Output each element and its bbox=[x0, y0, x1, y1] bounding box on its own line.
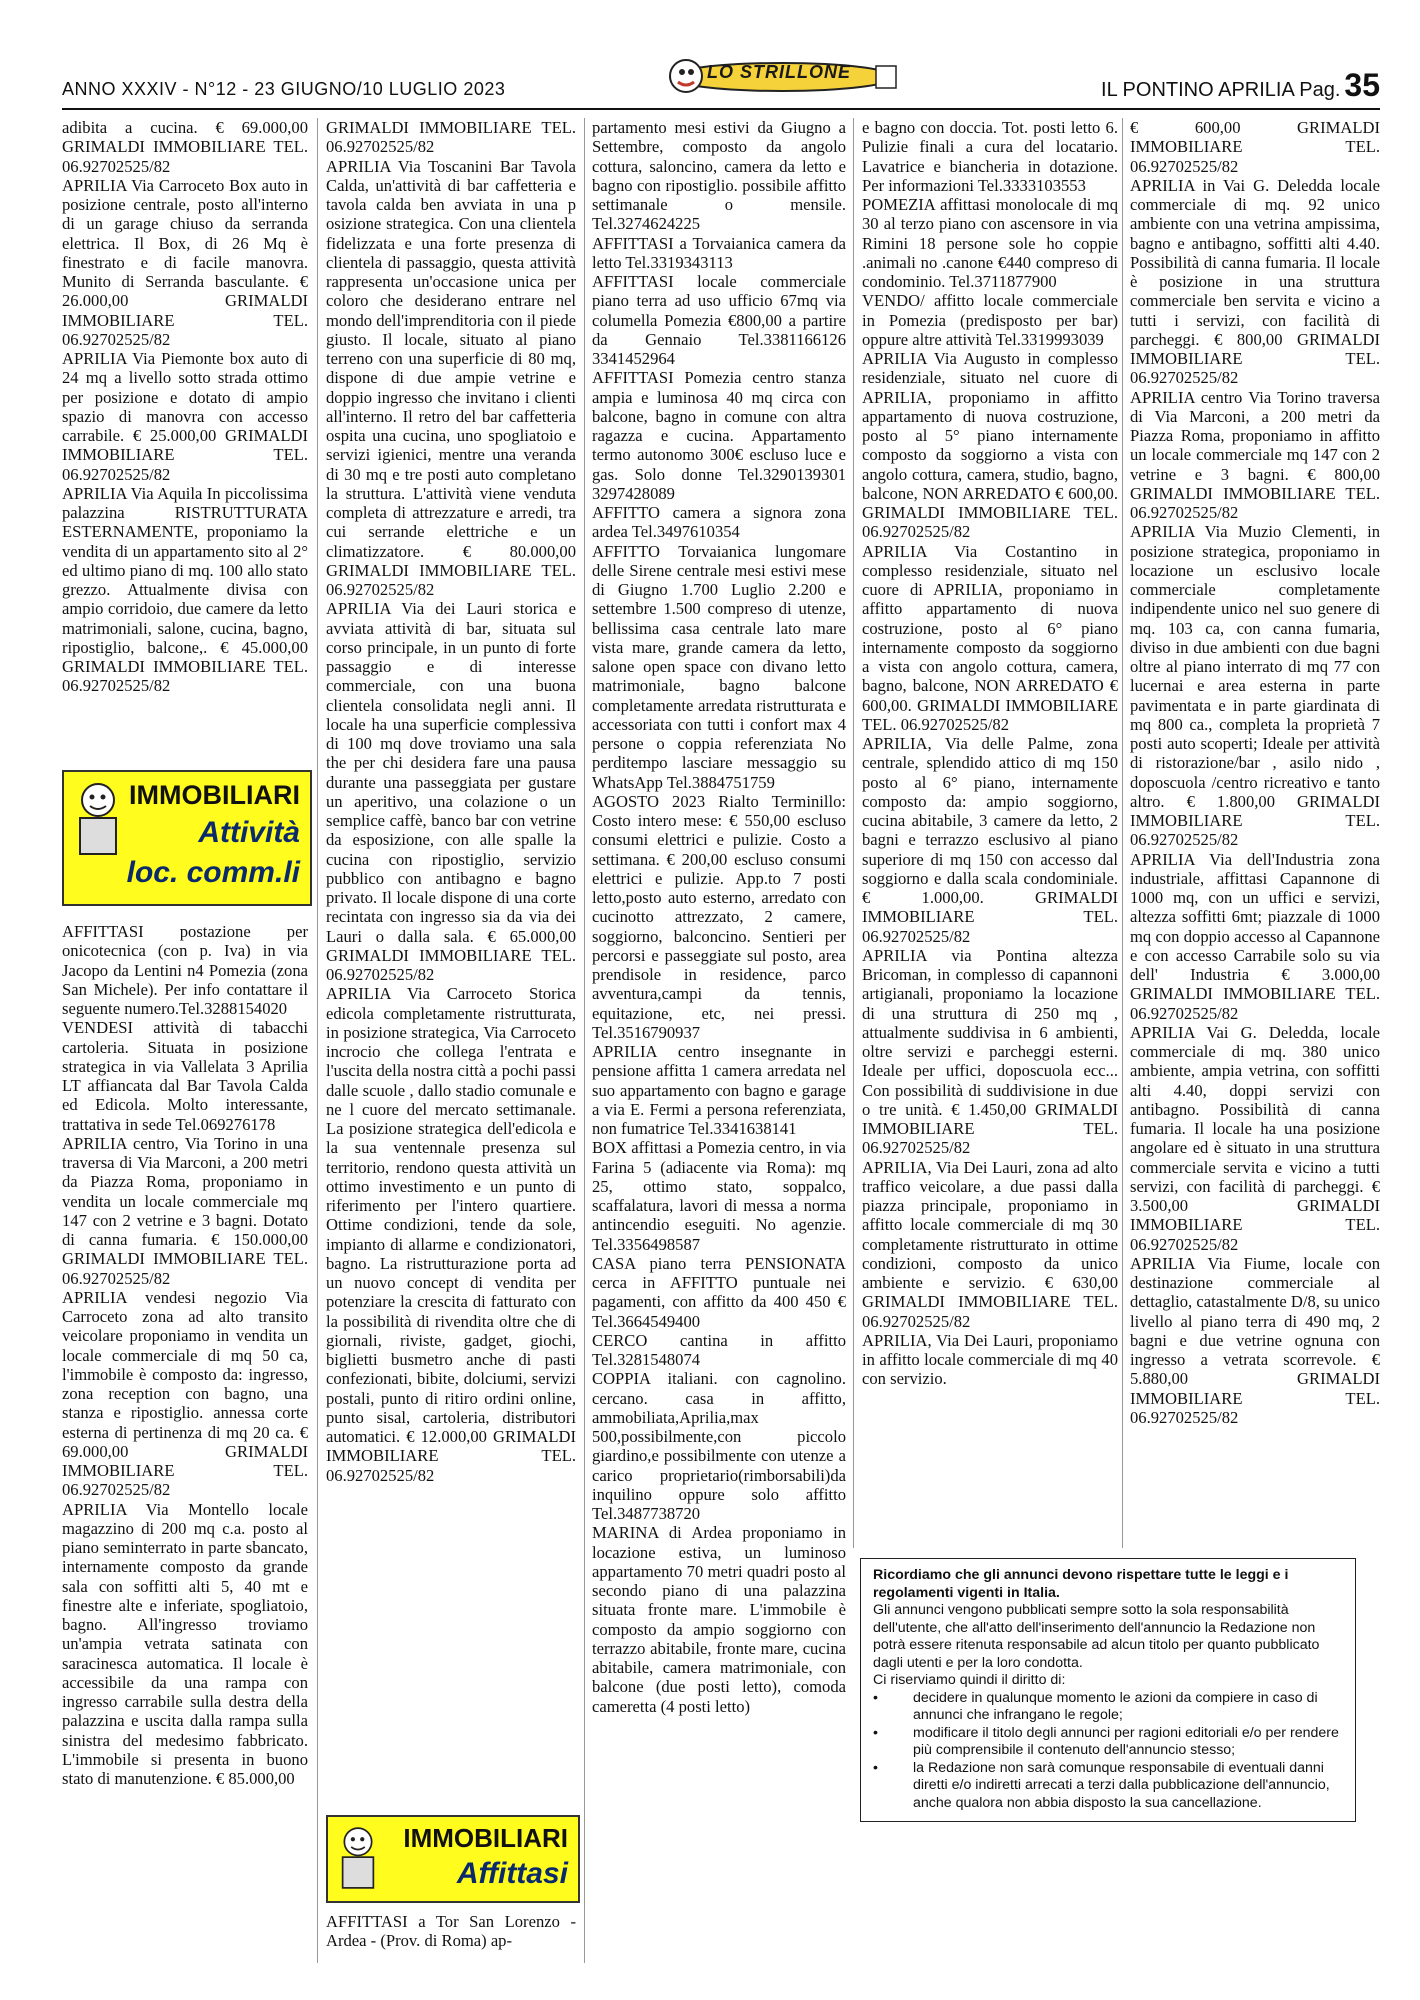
ad-text: APRILIA, Via Dei Lauri, proponiamo in affitto locale commerciale di mq 40 con servizio. bbox=[862, 1330, 1118, 1389]
mascot-icon bbox=[334, 1823, 382, 1893]
column-divider bbox=[317, 118, 318, 1963]
ad-text: APRILIA Via Carroceto Box auto in posizione centrale, posto all'interno di un garage chiuso da serranda elettrica. Il Box, di 26 Mq è finestrato e di facile manovra. Munito di Serranda basculante. € 26.000,00 GRIMALDI IMMOBILIARE TEL. 06.92702525/82 bbox=[62, 175, 308, 349]
ad-text: APRILIA Via Fiume, locale con destinazione commerciale al dettaglio, catastalmente D/8, su unico livello al piano terra di 490 mq, 2 bagni e due vetrine ognuna con ingresso a vetrata scorrevole. € 5.880,00 GRIMALDI IMMOBILIARE TEL. 06.92702525/82 bbox=[1130, 1253, 1380, 1427]
ad-text: e bagno con doccia. Tot. posti letto 6. Pulizie finali a cura del locatario. Lavatrice e biancheria in dotazione. Per informazioni Tel.3333103553 bbox=[862, 118, 1118, 195]
ad-text: APRILIA vendesi negozio Via Carroceto zona ad alto transito veicolare proponiamo in vendita un locale commerciale di mq 50 ca, l'immobile è composto da: ingresso, zona reception con bagno, una stanza e ripostiglio. annessa corte esterna di pertinenza di mq 20 ca. € 69.000,00 GRIMALDI IMMOBILIARE TEL. 06.92702525/82 bbox=[62, 1287, 308, 1500]
ad-text: APRILIA Via Carroceto Storica edicola completamente ristrutturata, in posizione strategica, Via Carroceto incrocio che collega l'entrata e l'uscita della nostra città a pochi passi dalle scuole , dallo stadio comunale e ne l cuore del mercato settimanale. La posizione strategica dell'edicola e la sua ventennale presenza sul territorio, rendono questa attività un ottimo investimento e un punto di riferimento per l'intero quartiere. Ottime condizioni, tende da sole, impianto di allarme e condizionatori, bagno. La ristrutturazione porta ad un nuovo concept di vendita per potenziare la crescita di fatturato con la possibilità di rivendita oltre che di giornali, riviste, gadget, giochi, biglietti busmetro anche di pasti confezionati, bibite, dolciumi, servizi postali, punto di ritiro ordini online, punto sisal, cartoleria, distributori automatici. € 12.000,00 GRIMALDI IMMOBILIARE TEL. 06.92702525/82 bbox=[326, 984, 576, 1485]
banner-subtitle: Affittasi bbox=[456, 1857, 568, 1890]
notice-bullet bbox=[873, 1760, 1343, 1813]
ad-text: APRILIA Via Toscanini Bar Tavola Calda, un'attività di bar caffetteria e tavola calda ben avviata in una p osizione strategica. Con una clientela fidelizzata e una forte presenza di clientela di passaggio, questa attività rappresenta un'occasione unica per coloro che desiderano entrare nel mondo dell'imprenditoria con il piede giusto. Il locale, situato al piano terreno con una superficie di 80 mq, dispone di due ampie vetrine e doppio ingresso che invitano i clienti all'interno. Il retro del bar caffetteria ospita una cucina, uno spogliatoio e servizi igienici, mentre una veranda di 30 mq e tre posti auto completano la struttura. L'attività viene venduta completa di attrezzature e arredi, tra cui serrande elettriche e un climatizzatore. € 80.000,00 GRIMALDI IMMOBILIARE TEL. 06.92702525/82 bbox=[326, 156, 576, 599]
ad-text: APRILIA, Via Dei Lauri, zona ad alto traffico veicolare, a due passi dalla piazza principale, proponiamo in affitto locale commerciale di mq 30 completamente ristrutturato in ottime condizioni, composto da unico ambiente e servizio. € 630,00 GRIMALDI IMMOBILIARE TEL. 06.92702525/82 bbox=[862, 1157, 1118, 1331]
page-header bbox=[62, 56, 1380, 108]
column-2 bbox=[326, 118, 576, 1485]
column-5 bbox=[1130, 118, 1380, 1427]
paper-name: IL PONTINO APRILIA Pag. bbox=[1101, 79, 1341, 101]
ad-text: APRILIA Via Muzio Clementi, in posizione strategica, proponiamo in locazione un esclusivo locale commerciale completamente indipendente unico nel suo genere di mq. 103 ca, con canna fumaria, diviso in due ambienti con due bagni oltre al piano interrato di mq 77 con lucernai e area esterna in parte pavimentata e in parte giardinata di mq 800 ca., completa la proprietà 7 posti auto scoperti; Ideale per attività di ristorazione/bar , asilo nido , doposcuola /centro ricreativo e tanto altro. € 1.800,00 GRIMALDI IMMOBILIARE TEL. 06.92702525/82 bbox=[1130, 522, 1380, 850]
notice-paragraph: Gli annunci vengono pubblicati sempre sotto la sola responsabilità dell'utente, che all'atto dell'inserimento dell'annuncio la Redazione non potrà essere ritenuta responsabile ad alcun titolo per quanto pubblicato dagli utenti e per la loro condotta. bbox=[873, 1602, 1320, 1671]
ad-text: MARINA di Ardea proponiamo in locazione estiva, un luminoso appartamento 70 metri quadri posto al secondo piano di una palazzina situata fronte mare. L'immobile è composto da ampio soggiorno con terrazzo abitabile, fronte mare, cucina abitabile, camera matrimoniale, con balcone (due posti letto), comoda cameretta (4 posti letto) bbox=[592, 1523, 846, 1716]
ad-text: AFFITTASI Pomezia centro stanza ampia e luminosa 40 mq circa con balcone, bagno in comune con altra ragazza e cucina. Appartamento termo autonomo 300€ escluso luce e gas. Solo donne Tel.3290139301 3297428089 bbox=[592, 368, 846, 503]
column-divider bbox=[853, 118, 854, 1548]
banner-immobiliari-affittasi bbox=[326, 1815, 580, 1903]
notice-paragraph: Ci riserviamo quindi il diritto di: bbox=[873, 1672, 1066, 1688]
bullet-icon: • bbox=[873, 1689, 878, 1706]
ad-text: APRILIA centro, Via Torino in una traversa di Via Marconi, a 200 metri da Piazza Roma, proponiamo in vendita un locale commerciale mq 147 con 2 vetrine e 3 bagni. Dotato di canna fumaria. € 150.000,00 GRIMALDI IMMOBILIARE TEL. 06.92702525/82 bbox=[62, 1133, 308, 1288]
notice-bullet bbox=[873, 1725, 1343, 1760]
notice-bullet-text: modificare il titolo degli annunci per ragioni editoriali e/o per rendere più comprensibile il contenuto dell'annuncio stesso; bbox=[913, 1724, 1339, 1758]
ad-text: APRILIA Via dell'Industria zona industriale, affittasi Capannone di 1000 mq, con un uffici e servizi, altezza soffitti 6mt; piazzale di 1000 mq con doppio accesso al Capannone e con accesso Carrabile solo su via dell' Industria € 3.000,00 GRIMALDI IMMOBILIARE TEL. 06.92702525/82 bbox=[1130, 849, 1380, 1023]
ad-text: APRILIA centro insegnante in pensione affitta 1 camera arredata nel suo appartamento con bagno e garage a via E. Fermi a persona referenziata, non fumatrice Tel.3341638141 bbox=[592, 1042, 846, 1138]
column-1-bottom bbox=[62, 922, 308, 1788]
newspaper-logo bbox=[662, 56, 902, 98]
mascot-icon bbox=[70, 778, 126, 860]
ad-text: COPPIA italiani. con cagnolino. cercano. casa in affitto, ammobiliata,Aprilia,max 500,possibilmente,con piccolo giardino,e possibilmente con utenze a carico proprietario(rimborsabili)da inquilino oppure solo affitto Tel.3487738720 bbox=[592, 1369, 846, 1523]
ad-text: BOX affittasi a Pomezia centro, in via Farina 5 (adiacente via Roma): mq 25, ottimo stato, soppalco, scaffalatura, lavori di messa a norma antincendio eseguiti. No agenzie. Tel.3356498587 bbox=[592, 1138, 846, 1254]
masthead-right bbox=[1101, 67, 1380, 104]
ad-text: AFFITTASI locale commerciale piano terra ad uso ufficio 67mq via columella Pomezia €800,00 a partire da Gennaio Tel.3381166126 3341452964 bbox=[592, 272, 846, 368]
ad-text: AFFITTASI postazione per onicotecnica (con p. Iva) in via Jacopo da Lentini n4 Pomezia (zona San Michele). Per info contattare il seguente numero.Tel.3288154020 bbox=[62, 922, 308, 1018]
ad-text: APRILIA Via Aquila In piccolissima palazzina RISTRUTTURATA ESTERNAMENTE, proponiamo la vendita di un appartamento sito al 2° ed ultimo piano di mq. 100 allo stato grezzo. Attualmente divisa con ampio corridoio, due camere da letto matrimoniali, salone, cucina, bagno, ripostiglio, balcone,. € 45.000,00 GRIMALDI IMMOBILIARE TEL. 06.92702525/82 bbox=[62, 483, 308, 696]
ad-text: APRILIA centro Via Torino traversa di Via Marconi, a 200 metri da Piazza Roma, proponiamo in affitto un locale commerciale mq 147 con 2 vetrine e 3 bagni. € 800,00 GRIMALDI IMMOBILIARE TEL. 06.92702525/82 bbox=[1130, 387, 1380, 522]
notice-title: Ricordiamo che gli annunci devono rispettare tutte le leggi e i regolamenti vigenti in Italia. bbox=[873, 1567, 1289, 1601]
ad-text: CERCO cantina in affitto Tel.3281548074 bbox=[592, 1330, 846, 1369]
ad-text: AFFITTO Torvaianica lungomare delle Sirene centrale mesi estivi mese di Giugno 1.700 Luglio 2.200 e settembre 1.500 compreso di utenze, bellissima casa centrale lato mare vista mare, grande camera da letto, salone open space con divano letto matrimoniale, bagno balcone completamente arredata ristrutturata e accessoriata con tutti i confort max 4 persone o coppia referenziata No perditempo lasciare messaggio su WhatsApp Tel.3884751759 bbox=[592, 541, 846, 792]
ad-text: APRILIA via Pontina altezza Bricoman, in complesso di capannoni artigianali, proponiamo la locazione di una struttura di 250 mq , attualmente suddivisa in 6 ambienti, oltre servizi e parcheggi esterni. Ideale per uffici, doposcuola ecc... Con possibilità di suddivisione in due o tre unità. € 1.450,00 GRIMALDI IMMOBILIARE TEL. 06.92702525/82 bbox=[862, 945, 1118, 1158]
ad-text: AGOSTO 2023 Rialto Terminillo: Costo intero mese: € 550,00 escluso consumi elettrici e pulizie. Costo a settimana. € 200,00 escluso consumi elettrici e pulizie. App.to 7 posti letto,posto auto esterno, arredato con cucinotto attrezzato, 2 camere, soggiorno, balconcino. Sentieri per percorsi e passeggiate sul posto, area prendisole in residence, parco avventura,campi da tennis, equitazione, etc, nei pressi. Tel.3516790937 bbox=[592, 791, 846, 1042]
notice-bullet bbox=[873, 1690, 1343, 1725]
ad-text: APRILIA Via Montello locale magazzino di 200 mq c.a. posto al piano seminterrato in parte sbancato, internamente composto da grande sala con soffitti alti 5, 40 mt e finestre alte e inferiate, spogliatoio, bagno. All'ingresso troviamo un'ampia vetrata satinata con saracinesca automatica. Il locale è accessibile da una rampa con ingresso carrabile sulla destra della palazzina e uscita dalla rampa sulla sinistra del medesimo fabbricato. L'immobile si presenta in buono stato di manutenzione. € 85.000,00 bbox=[62, 1499, 308, 1788]
ad-text: VENDO/ affitto locale commerciale in Pomezia (predisposto per bar) oppure altre attività Tel.3319993039 bbox=[862, 291, 1118, 349]
issue-info: ANNO XXXIV - N°12 - 23 GIUGNO/10 LUGLIO 2023 bbox=[62, 79, 506, 99]
ad-text: AFFITTASI a Tor San Lorenzo - Ardea - (Prov. di Roma) ap- bbox=[326, 1912, 576, 1951]
ad-text: APRILIA Via dei Lauri storica e avviata attività di bar, situata sul corso principale, in un punto di forte passaggio e di interesse commerciale, con una buona clientela consolidata negli anni. Il locale ha una superficie complessiva di 100 mq dove troviamo una sala the per chi desidera fare una pausa durante una passeggiata per gustare un aperitivo, una colazione o un semplice caffè, banco bar con vetrine da esposizione, con alle spalle la cucina con ripostiglio, servizio pubblico con antibagno e bagno privato. Il locale dispone di una corte recintata con ingresso sia da via dei Lauri o dalla sala. € 65.000,00 GRIMALDI IMMOBILIARE TEL. 06.92702525/82 bbox=[326, 599, 576, 984]
ad-text: adibita a cucina. € 69.000,00 GRIMALDI IMMOBILIARE TEL. 06.92702525/82 bbox=[62, 118, 308, 176]
bullet-icon: • bbox=[873, 1759, 878, 1776]
banner-title: IMMOBILIARI bbox=[129, 780, 300, 810]
column-divider bbox=[1122, 118, 1123, 1548]
ad-text: partamento mesi estivi da Giugno a Settembre, composto da angolo cottura, saloncino, camera da letto e bagno con ripostiglio. possibile affitto settimanale o mensile. Tel.3274624225 bbox=[592, 118, 846, 234]
ad-text: VENDESI attività di tabacchi cartoleria. Situata in posizione strategica in via Vallelata 3 Aprilia LT affiancata dal Bar Tavola Calda ed Edicola. Molto interessante, trattativa in sede Tel.069276178 bbox=[62, 1018, 308, 1134]
ad-text: AFFITTASI a Torvaianica camera da letto Tel.3319343113 bbox=[592, 233, 846, 272]
notice-bullet-text: la Redazione non sarà comunque responsabile di eventuali danni diretti e/o indiretti arrecati a terzi dalla pubblicazione dell'annuncio, anche qualora non abbia disposto la sua cancellazione. bbox=[913, 1759, 1330, 1811]
legal-notice-box bbox=[860, 1558, 1356, 1822]
column-1-top bbox=[62, 118, 308, 696]
ad-text: APRILIA Via Piemonte box auto di 24 mq a livello sotto strada ottimo per posizione e dotato di ampio spazio di manovra con accesso carrabile. € 25.000,00 GRIMALDI IMMOBILIARE TEL. 06.92702525/82 bbox=[62, 349, 308, 484]
ad-text: € 600,00 GRIMALDI IMMOBILIARE TEL. 06.92702525/82 bbox=[1130, 118, 1380, 176]
banner-immobiliari-attivita bbox=[62, 770, 312, 906]
banner-title: IMMOBILIARI bbox=[403, 1823, 568, 1853]
ad-text: CASA piano terra PENSIONATA cerca in AFFITTO puntuale nei pagamenti, con affitto da 400 450 € Tel.3664549400 bbox=[592, 1253, 846, 1331]
ad-text: APRILIA Via Augusto in complesso residenziale, situato nel cuore di APRILIA, proponiamo in affitto appartamento di nuova costruzione, posto al 5° piano internamente composto da soggiorno a vista con angolo cottura, camera, studio, bagno, balcone, NON ARREDATO € 600,00. GRIMALDI IMMOBILIARE TEL. 06.92702525/82 bbox=[862, 349, 1118, 542]
ad-text: APRILIA, Via delle Palme, zona centrale, splendido attico di mq 150 posto al 6° piano, internamente composto da: ampio soggiorno, cucina abitabile, 3 camere da letto, 2 bagni e terrazzo esclusivo al piano superiore di mq 150 con accesso dal soggiorno e dalla scala condominiale. € 1.000,00. GRIMALDI IMMOBILIARE TEL. 06.92702525/82 bbox=[862, 734, 1118, 946]
bullet-icon: • bbox=[873, 1724, 878, 1741]
logo-text: LO STRILLONE bbox=[707, 62, 851, 82]
header-rule bbox=[62, 108, 1380, 110]
column-4 bbox=[862, 118, 1118, 1389]
ad-text: APRILIA Vai G. Deledda, locale commerciale di mq. 380 unico ambiente, ampia vetrina, con soffitti alti 4.40, doppi servizi con antibagno. Possibilità di canna fumaria. Il locale ha una posizione angolare ed è situato in una struttura commerciale servita e vicino a tutti servizi, con facilità di parcheggi. € 3.500,00 GRIMALDI IMMOBILIARE TEL. 06.92702525/82 bbox=[1130, 1022, 1380, 1254]
ad-text: POMEZIA affittasi monolocale di mq 30 al terzo piano con ascensore in via Rimini 18 persone sole ho coppie .animali no .canone €440 compreso di condominio. Tel.3711877900 bbox=[862, 195, 1118, 291]
ad-text: AFFITTO camera a signora zona ardea Tel.3497610354 bbox=[592, 503, 846, 542]
banner-subtitle: loc. comm.li bbox=[126, 856, 300, 889]
page-number: 35 bbox=[1344, 67, 1380, 103]
column-3 bbox=[592, 118, 846, 1716]
column-2-bottom bbox=[326, 1912, 576, 1951]
banner-subtitle: Attività bbox=[198, 816, 300, 849]
ad-text: APRILIA Via Costantino in complesso residenziale, situato nel cuore di APRILIA, proponiamo in affitto appartamento di nuova costruzione, posto al 6° piano internamente composto da soggiorno a vista con angolo cottura, camera, bagno, balcone, NON ARREDATO € 600,00. GRIMALDI IMMOBILIARE TEL. 06.92702525/82 bbox=[862, 541, 1118, 734]
ad-text: APRILIA in Vai G. Deledda locale commerciale di mq. 92 unico ambiente con una vetrina ampissima, bagno e antibagno, soffitti alti 4.40. Possibilità di canna fumaria. Il locale è posizione in una struttura commerciale ben servita e vicino a tutti i servizi, con facilità di parcheggi. € 800,00 GRIMALDI IMMOBILIARE TEL. 06.92702525/82 bbox=[1130, 175, 1380, 388]
ad-text: GRIMALDI IMMOBILIARE TEL. 06.92702525/82 bbox=[326, 118, 576, 157]
notice-bullet-text: decidere in qualunque momento le azioni da compiere in caso di annunci che infrangano le regole; bbox=[913, 1689, 1318, 1723]
column-divider bbox=[584, 118, 585, 1963]
